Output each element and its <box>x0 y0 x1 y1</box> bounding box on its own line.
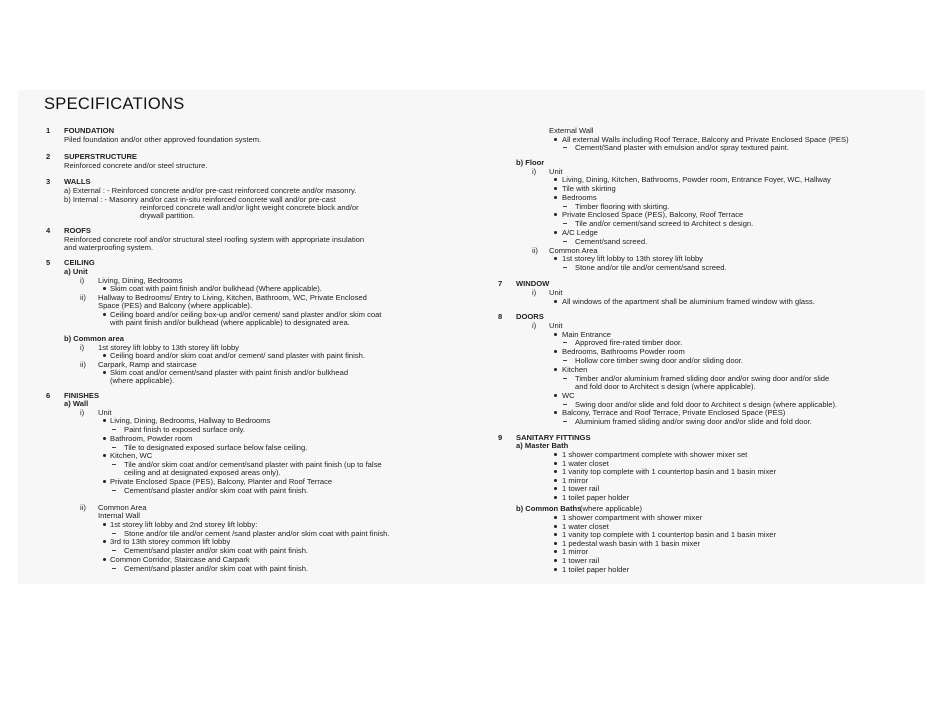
roman-numeral: i) <box>80 408 85 417</box>
dash-icon <box>112 568 116 569</box>
section-text: Piled foundation and/or other approved foundation system. <box>64 135 262 144</box>
bullet-icon <box>554 525 557 528</box>
bullet-icon <box>554 470 557 473</box>
list-item: Tile and/or cement/sand screed to Architect s design. <box>575 219 754 228</box>
list-item: Common Area <box>549 246 598 255</box>
bullet-icon <box>554 231 557 234</box>
dash-icon <box>563 241 567 242</box>
list-item: and fold door to Architect s design (where applicable). <box>575 382 756 391</box>
bullet-icon <box>103 523 106 526</box>
bullet-icon <box>554 487 557 490</box>
list-item: Ceiling board and/or ceiling box-up and/or cement/ sand plaster and/or skim coat <box>110 310 382 319</box>
list-item: Internal Wall <box>98 511 140 520</box>
list-item: Aluminium framed sliding and/or swing door and/or slide and fold door. <box>575 417 812 426</box>
subsection-heading: b) Common area <box>64 334 124 343</box>
list-item: 1 vanity top complete with 1 countertop basin and 1 basin mixer <box>562 467 777 476</box>
list-item: Tile to designated exposed surface below false ceiling. <box>124 443 308 452</box>
section-heading-foundation: FOUNDATION <box>64 126 115 135</box>
section-number: 7 <box>498 279 503 288</box>
list-item: Bedrooms, Bathrooms Powder room <box>562 347 685 356</box>
list-item: Living, Dining, Kitchen, Bathrooms, Powder room, Entrance Foyer, WC, Hallway <box>562 175 831 184</box>
section-number: 2 <box>46 152 51 161</box>
dash-icon <box>563 267 567 268</box>
list-item: Cement/sand plaster and/or skim coat with paint finish. <box>124 546 309 555</box>
list-item: Balcony, Terrace and Roof Terrace, Private Enclosed Space (PES) <box>562 408 786 417</box>
list-item: Hallway to Bedrooms/ Entry to Living, Kitchen, Bathroom, WC, Private Enclosed <box>98 293 367 302</box>
list-item: Stone and/or tile and/or cement /sand plaster and/or skim coat with paint finish. <box>124 529 390 538</box>
bullet-icon <box>554 559 557 562</box>
section-heading-window: WINDOW <box>516 279 550 288</box>
bullet-icon <box>103 419 106 422</box>
list-item: 1 shower compartment complete with shower mixer set <box>562 450 748 459</box>
list-item: Timber and/or aluminium framed sliding door and/or swing door and/or slide <box>575 374 830 383</box>
list-item: 1 toilet paper holder <box>562 493 630 502</box>
walls-external: a) External : - Reinforced concrete and/or pre-cast reinforced concrete and/or masonry. <box>64 186 357 195</box>
list-item: Common Area <box>98 503 147 512</box>
list-item: 3rd to 13th storey common lift lobby <box>110 537 231 546</box>
list-item: Bathroom, Powder room <box>110 434 193 443</box>
bullet-icon <box>554 568 557 571</box>
section-number: 6 <box>46 391 51 400</box>
bullet-icon <box>554 453 557 456</box>
list-item: Cement/sand screed. <box>575 237 648 246</box>
subsection-heading: a) Master Bath <box>516 441 569 450</box>
list-item: Skim coat with paint finish and/or bulkhead (Where applicable). <box>110 284 322 293</box>
section-text: Reinforced concrete and/or steel structure. <box>64 161 208 170</box>
section-heading-sanitary: SANITARY FITTINGS <box>516 433 591 442</box>
bullet-icon <box>554 196 557 199</box>
bullet-icon <box>554 213 557 216</box>
list-item: 1 shower compartment with shower mixer <box>562 513 703 522</box>
list-item: 1st storey lift lobby to 13th storey lift lobby <box>98 343 239 352</box>
page-title: SPECIFICATIONS <box>44 95 185 113</box>
list-item: 1 pedestal wash basin with 1 basin mixer <box>562 539 701 548</box>
list-item: Unit <box>549 288 563 297</box>
walls-internal: b) Internal : - Masonry and/or cast in-situ reinforced concrete wall and/or pre-cast <box>64 195 336 204</box>
section-text: and waterproofing system. <box>64 243 154 252</box>
bullet-icon <box>554 368 557 371</box>
list-item: Tile and/or skim coat and/or cement/sand plaster with paint finish (up to false <box>124 460 382 469</box>
subsection-heading: b) Common Baths <box>516 504 582 513</box>
dash-icon <box>112 447 116 448</box>
list-item: 1 mirror <box>562 547 589 556</box>
bullet-icon <box>103 354 106 357</box>
section-heading-ceiling: CEILING <box>64 258 95 267</box>
roman-numeral: i) <box>532 288 537 297</box>
roman-numeral: ii) <box>80 293 86 302</box>
dash-icon <box>563 360 567 361</box>
list-item: Swing door and/or slide and fold door to Architect s design (where applicable). <box>575 400 838 409</box>
dash-icon <box>563 421 567 422</box>
list-item: 1 tower rail <box>562 556 600 565</box>
bullet-icon <box>103 371 106 374</box>
subsection-heading: a) Wall <box>64 399 89 408</box>
bullet-icon <box>554 533 557 536</box>
bullet-icon <box>554 516 557 519</box>
section-text: Reinforced concrete roof and/or structural steel roofing system with appropriate insulation <box>64 235 365 244</box>
section-heading-finishes: FINISHES <box>64 391 100 400</box>
list-item: Living, Dining, Bedrooms <box>98 276 183 285</box>
list-item: Stone and/or tile and/or cement/sand screed. <box>575 263 727 272</box>
dash-icon <box>112 533 116 534</box>
dash-icon <box>112 550 116 551</box>
section-heading-doors: DOORS <box>516 312 544 321</box>
bullet-icon <box>554 300 557 303</box>
list-item: with paint finish and/or bulkhead (where applicable) to designated area. <box>110 318 350 327</box>
dash-icon <box>112 464 116 465</box>
list-item: 1 tower rail <box>562 484 600 493</box>
bullet-icon <box>554 187 557 190</box>
list-item: Main Entrance <box>562 330 611 339</box>
list-item: Cement/sand plaster and/or skim coat with paint finish. <box>124 486 309 495</box>
section-heading-walls: WALLS <box>64 177 91 186</box>
subsection-note: (where applicable) <box>580 504 643 513</box>
roman-numeral: i) <box>80 343 85 352</box>
list-item: A/C Ledge <box>562 228 598 237</box>
section-heading-roofs: ROOFS <box>64 226 92 235</box>
list-item: Common Corridor, Staircase and Carpark <box>110 555 250 564</box>
list-item: All windows of the apartment shall be aluminium framed window with glass. <box>562 297 815 306</box>
list-item: Kitchen, WC <box>110 451 153 460</box>
list-item: ceiling and at designated exposed areas only). <box>124 468 281 477</box>
list-item: Carpark, Ramp and staircase <box>98 360 197 369</box>
list-item: Unit <box>98 408 112 417</box>
dash-icon <box>563 404 567 405</box>
list-item: 1st storey lift lobby and 2nd storey lift lobby: <box>110 520 258 529</box>
bullet-icon <box>103 287 106 290</box>
list-item: 1 toilet paper holder <box>562 565 630 574</box>
bullet-icon <box>103 480 106 483</box>
list-item: Ceiling board and/or skim coat and/or cement/ sand plaster with paint finish. <box>110 351 365 360</box>
list-item: WC <box>562 391 575 400</box>
list-item: Unit <box>549 167 563 176</box>
bullet-icon <box>554 550 557 553</box>
list-item: 1 water closet <box>562 459 609 468</box>
list-item: Living, Dining, Bedrooms, Hallway to Bedrooms <box>110 416 271 425</box>
list-item: All external Walls including Roof Terrace, Balcony and Private Enclosed Space (PES) <box>562 135 849 144</box>
list-item: Cement/sand plaster and/or skim coat with paint finish. <box>124 564 309 573</box>
list-item: 1 vanity top complete with 1 countertop basin and 1 basin mixer <box>562 530 777 539</box>
list-item: (where applicable). <box>110 376 175 385</box>
list-item: Hollow core timber swing door and/or sliding door. <box>575 356 743 365</box>
roman-numeral: ii) <box>532 246 538 255</box>
dash-icon <box>563 147 567 148</box>
list-item: Cement/Sand plaster with emulsion and/or spray textured paint. <box>575 143 790 152</box>
bullet-icon <box>554 542 557 545</box>
roman-numeral: ii) <box>80 503 86 512</box>
section-heading-superstructure: SUPERSTRUCTURE <box>64 152 137 161</box>
list-item: 1st storey lift lobby to 13th storey lift lobby <box>562 254 703 263</box>
dash-icon <box>563 223 567 224</box>
dash-icon <box>112 429 116 430</box>
bullet-icon <box>103 437 106 440</box>
bullet-icon <box>554 178 557 181</box>
bullet-icon <box>103 540 106 543</box>
walls-internal-cont: reinforced concrete wall and/or light weight concrete block and/or <box>140 203 359 212</box>
section-number: 5 <box>46 258 51 267</box>
walls-internal-cont: drywall partition. <box>140 211 195 220</box>
roman-numeral: i) <box>532 321 537 330</box>
list-item: Timber flooring with skirting. <box>575 202 670 211</box>
section-number: 8 <box>498 312 503 321</box>
dash-icon <box>563 378 567 379</box>
list-item: Unit <box>549 321 563 330</box>
roman-numeral: i) <box>80 276 85 285</box>
dash-icon <box>112 490 116 491</box>
roman-numeral: ii) <box>80 360 86 369</box>
list-item: Paint finish to exposed surface only. <box>124 425 246 434</box>
list-item: Bedrooms <box>562 193 597 202</box>
dash-icon <box>563 342 567 343</box>
list-item: Skim coat and/or cement/sand plaster with paint finish and/or bulkhead <box>110 368 349 377</box>
section-number: 1 <box>46 126 51 135</box>
subsection-heading: b) Floor <box>516 158 545 167</box>
bullet-icon <box>554 350 557 353</box>
subsection-label: External Wall <box>549 126 594 135</box>
bullet-icon <box>554 138 557 141</box>
bullet-icon <box>554 462 557 465</box>
bullet-icon <box>554 257 557 260</box>
bullet-icon <box>103 454 106 457</box>
list-item: 1 water closet <box>562 522 609 531</box>
subsection-heading: a) Unit <box>64 267 88 276</box>
list-item: Approved fire-rated timber door. <box>575 338 683 347</box>
list-item: Kitchen <box>562 365 588 374</box>
bullet-icon <box>554 479 557 482</box>
list-item: Private Enclosed Space (PES), Balcony, Roof Terrace <box>562 210 744 219</box>
section-number: 3 <box>46 177 51 186</box>
list-item: 1 mirror <box>562 476 589 485</box>
bullet-icon <box>554 411 557 414</box>
bullet-icon <box>554 333 557 336</box>
dash-icon <box>563 206 567 207</box>
bullet-icon <box>103 558 106 561</box>
bullet-icon <box>554 496 557 499</box>
list-item: Space (PES) and Balcony (where applicable). <box>98 301 253 310</box>
section-number: 9 <box>498 433 503 442</box>
bullet-icon <box>103 313 106 316</box>
list-item: Tile with skirting <box>562 184 616 193</box>
section-number: 4 <box>46 226 51 235</box>
roman-numeral: i) <box>532 167 537 176</box>
bullet-icon <box>554 394 557 397</box>
list-item: Private Enclosed Space (PES), Balcony, Planter and Roof Terrace <box>110 477 333 486</box>
